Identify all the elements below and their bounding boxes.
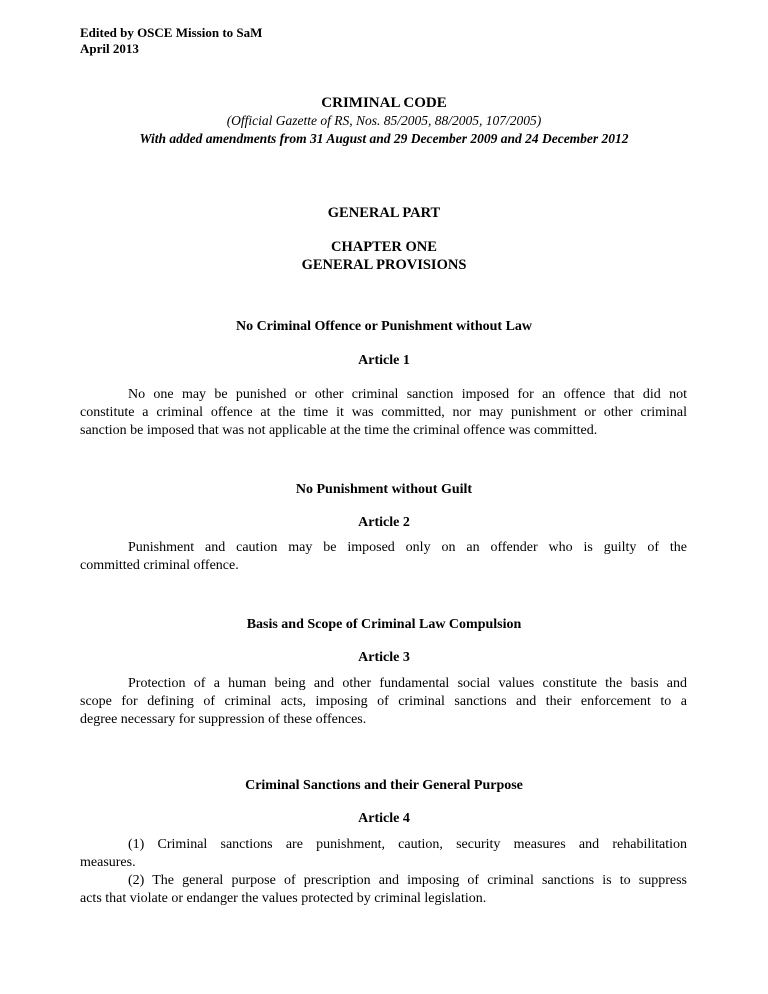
- article-4-line-4: acts that violate or endanger the values protected by criminal legislation.: [80, 891, 487, 906]
- article-2-text: [80, 539, 687, 575]
- article-1-line-3: sanction be imposed that was not applicable at the time the criminal offence was committed.: [80, 423, 598, 438]
- chapter-title: GENERAL PROVISIONS: [301, 257, 467, 273]
- article-2-line-1: Punishment and caution may be imposed only on an offender who is guilty of the: [128, 540, 687, 555]
- article-2-heading: No Punishment without Guilt: [295, 482, 473, 497]
- article-3-line-3: degree necessary for suppression of these offences.: [80, 712, 367, 727]
- amendments-note: With added amendments from 31 August and 29 December 2009 and 24 December 2012: [139, 131, 629, 146]
- article-4-heading: Criminal Sanctions and their General Purpose: [245, 778, 523, 793]
- article-4-line-3: (2) The general purpose of prescription and imposing of criminal sanctions is to suppress: [128, 873, 687, 888]
- article-3-text: [80, 675, 687, 729]
- article-1-line-1: No one may be punished or other criminal sanction imposed for an offence that did not: [128, 387, 687, 402]
- article-1-text: [80, 386, 687, 440]
- article-2-number: Article 2: [358, 515, 410, 530]
- article-1-heading: No Criminal Offence or Punishment without Law: [235, 319, 533, 334]
- part-title: GENERAL PART: [327, 205, 441, 221]
- article-3-line-1: Protection of a human being and other fundamental social values constitute the basis and: [128, 676, 687, 691]
- document-title: CRIMINAL CODE: [321, 95, 447, 111]
- article-4-number: Article 4: [358, 811, 410, 826]
- edition-note: [80, 25, 262, 57]
- chapter-number: CHAPTER ONE: [331, 239, 437, 255]
- article-3-heading: Basis and Scope of Criminal Law Compulsion: [246, 617, 522, 632]
- article-4-line-2: measures.: [80, 855, 136, 870]
- article-1-number: Article 1: [358, 353, 410, 368]
- article-3-number: Article 3: [358, 650, 410, 665]
- article-3-line-2: scope for defining of criminal acts, imposing of criminal sanctions and their enforcement to a: [80, 694, 687, 709]
- edited-by-text: Edited by OSCE Mission to SaM: [80, 25, 263, 40]
- edition-date: April 2013: [80, 41, 139, 56]
- article-1-line-2: constitute a criminal offence at the time it was committed, nor may punishment or other criminal: [80, 405, 687, 420]
- article-4-line-1: (1) Criminal sanctions are punishment, caution, security measures and rehabilitation: [128, 837, 687, 852]
- article-4-text: [80, 836, 687, 908]
- article-2-line-2: committed criminal offence.: [80, 558, 239, 573]
- gazette-reference: (Official Gazette of RS, Nos. 85/2005, 88/2005, 107/2005): [226, 113, 542, 128]
